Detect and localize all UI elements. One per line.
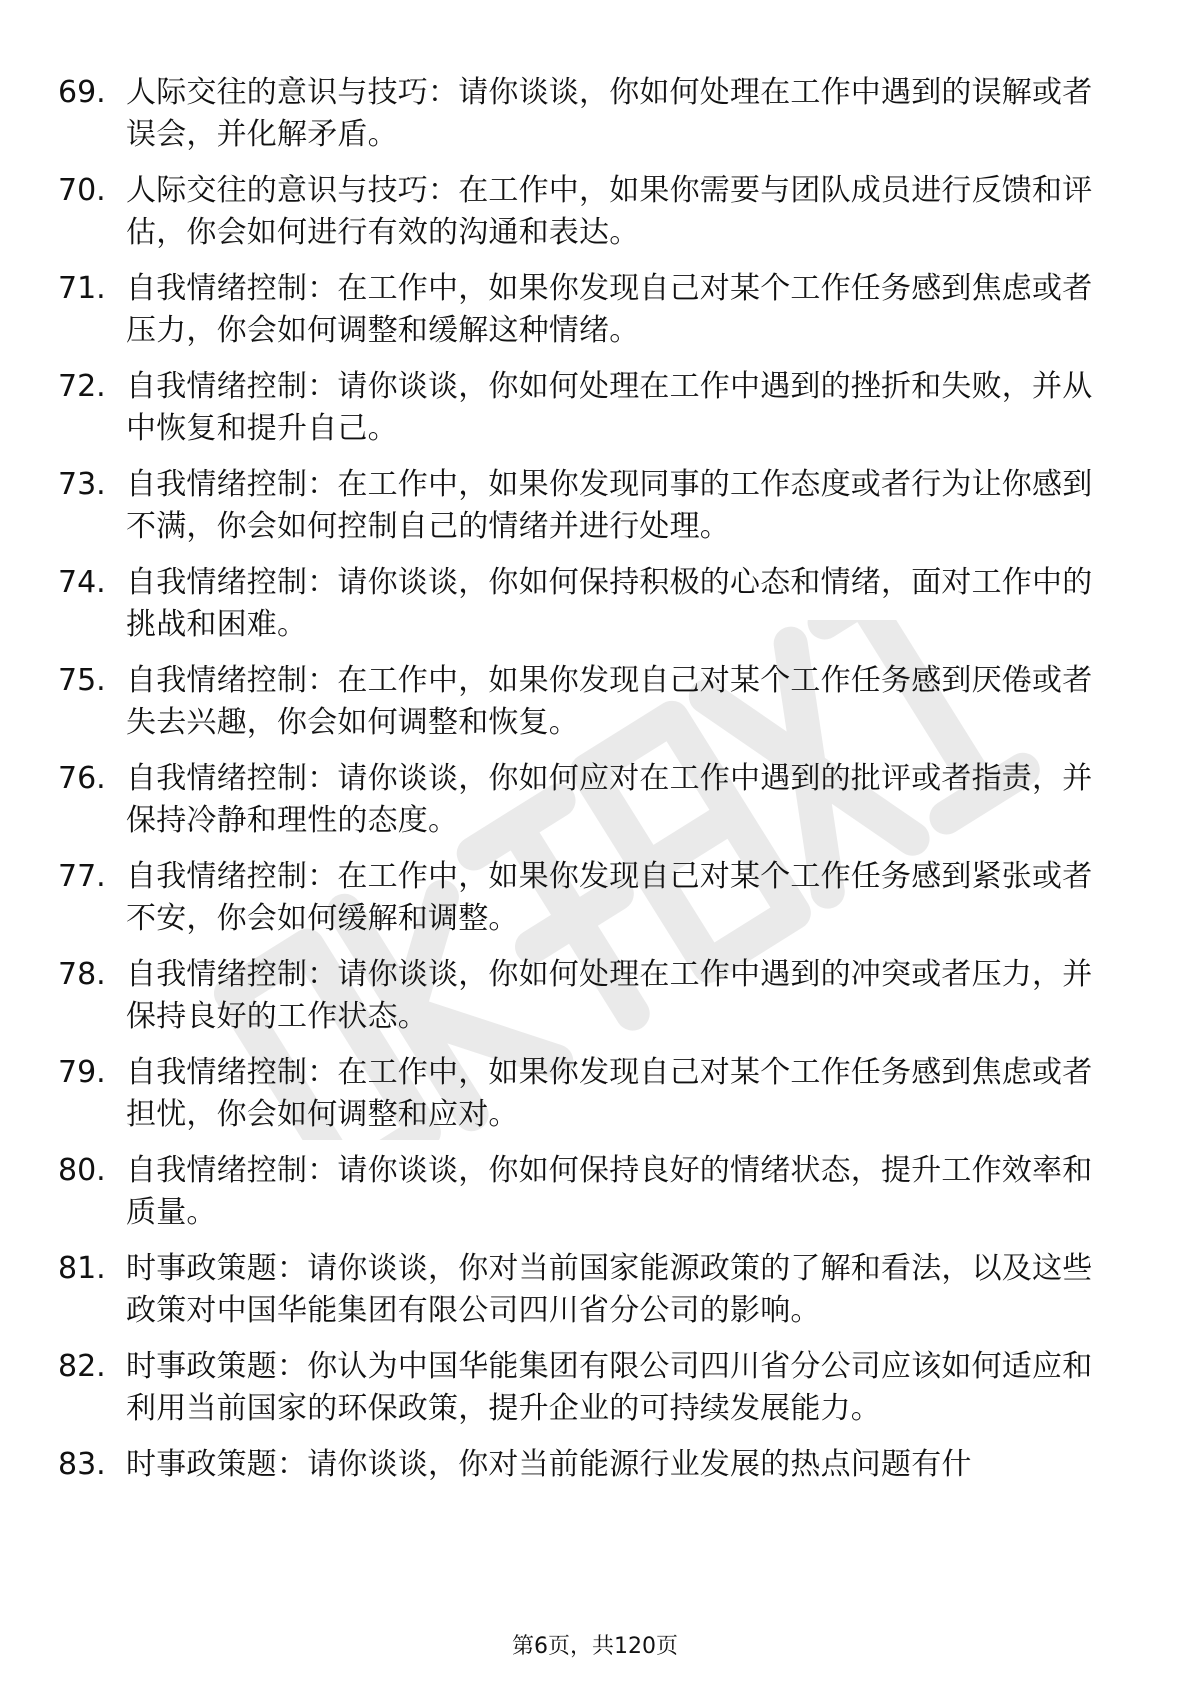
question-number: 70. — [58, 173, 106, 208]
question-number: 71. — [58, 271, 106, 306]
question-text: 时事政策题：请你谈谈，你对当前能源行业发展的热点问题有什 — [126, 1447, 972, 1482]
list-item — [58, 1150, 1118, 1234]
question-number: 74. — [58, 565, 106, 600]
question-number: 77. — [58, 859, 106, 894]
question-number: 78. — [58, 957, 106, 992]
list-item — [58, 366, 1118, 450]
question-number: 82. — [58, 1349, 106, 1384]
question-text: 自我情绪控制：在工作中，如果你发现自己对某个工作任务感到焦虑或者压力，你会如何调整和缓解这种情绪。 — [126, 271, 1093, 348]
list-item — [58, 1346, 1118, 1430]
question-number: 72. — [58, 369, 106, 404]
question-text: 自我情绪控制：在工作中，如果你发现自己对某个工作任务感到厌倦或者失去兴趣，你会如何调整和恢复。 — [126, 663, 1093, 740]
question-number: 81. — [58, 1251, 106, 1286]
list-item — [58, 170, 1118, 254]
list-item — [58, 954, 1118, 1038]
page-footer — [0, 1632, 1190, 1662]
question-text: 自我情绪控制：请你谈谈，你如何保持良好的情绪状态，提升工作效率和质量。 — [126, 1153, 1093, 1230]
question-text: 自我情绪控制：在工作中，如果你发现自己对某个工作任务感到焦虑或者担忧，你会如何调整和应对。 — [126, 1055, 1093, 1132]
question-text: 自我情绪控制：在工作中，如果你发现同事的工作态度或者行为让你感到不满，你会如何控制自己的情绪并进行处理。 — [126, 467, 1093, 544]
list-item — [58, 268, 1118, 352]
question-text: 自我情绪控制：请你谈谈，你如何处理在工作中遇到的挫折和失败，并从中恢复和提升自己。 — [126, 369, 1093, 446]
list-item — [58, 856, 1118, 940]
question-text: 自我情绪控制：请你谈谈，你如何处理在工作中遇到的冲突或者压力，并保持良好的工作状态。 — [126, 957, 1093, 1034]
list-item — [58, 758, 1118, 842]
question-number: 83. — [58, 1447, 106, 1482]
question-number: 80. — [58, 1153, 106, 1188]
question-number: 76. — [58, 761, 106, 796]
question-text: 时事政策题：请你谈谈，你对当前国家能源政策的了解和看法，以及这些政策对中国华能集团有限公司四川省分公司的影响。 — [126, 1251, 1093, 1328]
question-number: 79. — [58, 1055, 106, 1090]
list-item — [58, 562, 1118, 646]
question-number: 69. — [58, 75, 106, 110]
question-text: 自我情绪控制：请你谈谈，你如何保持积极的心态和情绪，面对工作中的挑战和困难。 — [126, 565, 1093, 642]
question-list — [58, 72, 1118, 1500]
question-number: 73. — [58, 467, 106, 502]
question-text: 人际交往的意识与技巧：请你谈谈，你如何处理在工作中遇到的误解或者误会，并化解矛盾。 — [126, 75, 1093, 152]
list-item — [58, 72, 1118, 156]
list-item — [58, 1444, 1118, 1486]
page-number-label: 第6页，共120页 — [512, 1634, 678, 1659]
question-text: 自我情绪控制：在工作中，如果你发现自己对某个工作任务感到紧张或者不安，你会如何缓解和调整。 — [126, 859, 1093, 936]
list-item — [58, 660, 1118, 744]
list-item — [58, 1248, 1118, 1332]
question-text: 人际交往的意识与技巧：在工作中，如果你需要与团队成员进行反馈和评估，你会如何进行有效的沟通和表达。 — [126, 173, 1093, 250]
question-number: 75. — [58, 663, 106, 698]
question-text: 时事政策题：你认为中国华能集团有限公司四川省分公司应该如何适应和利用当前国家的环保政策，提升企业的可持续发展能力。 — [126, 1349, 1093, 1426]
question-text: 自我情绪控制：请你谈谈，你如何应对在工作中遇到的批评或者指责，并保持冷静和理性的态度。 — [126, 761, 1093, 838]
list-item — [58, 1052, 1118, 1136]
list-item — [58, 464, 1118, 548]
